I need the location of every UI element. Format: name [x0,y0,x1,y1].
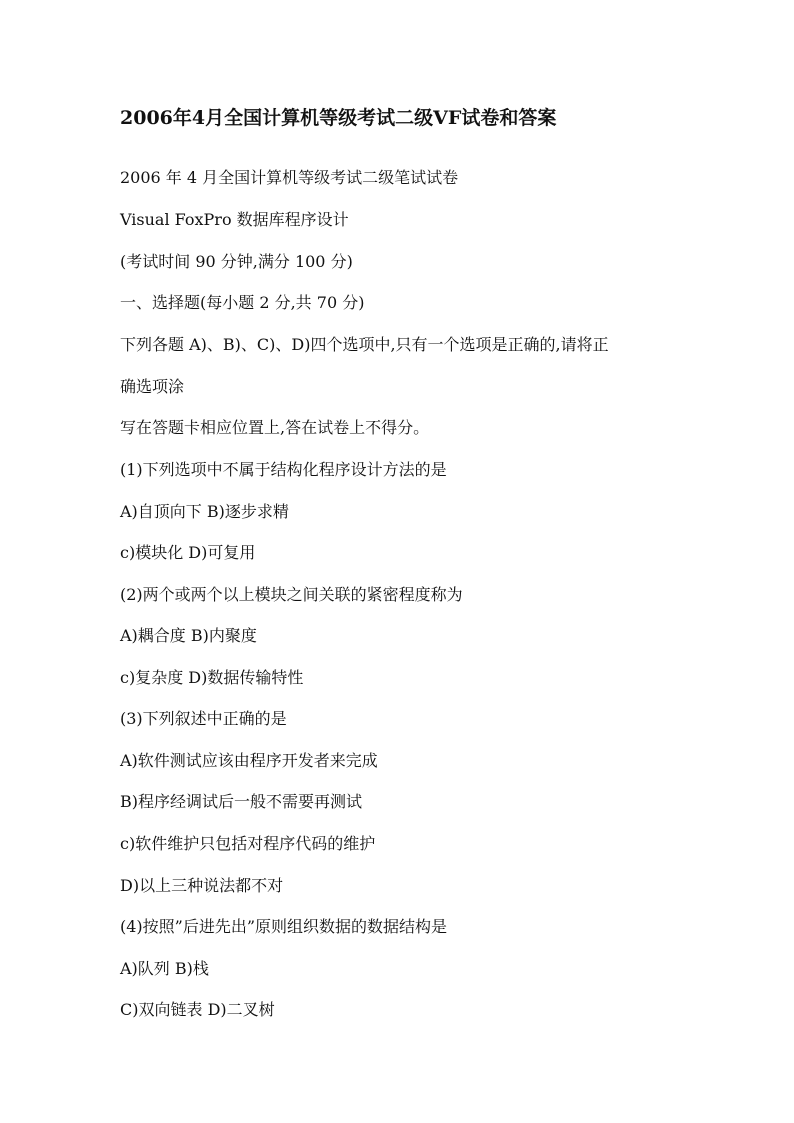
answer-options: c)复杂度 D)数据传输特性 [120,668,304,687]
section-heading: 一、选择题(每小题 2 分,共 70 分) [120,293,365,312]
answer-options: C)双向链表 D)二叉树 [120,1000,275,1019]
exam-heading: 2006 年 4 月全国计算机等级考试二级笔试试卷 [120,168,459,187]
answer-options: A)队列 B)栈 [120,959,209,978]
instruction-line: 写在答题卡相应位置上,答在试卷上不得分。 [120,418,430,437]
exam-time-note: (考试时间 90 分钟,满分 100 分) [120,252,353,271]
answer-option: B)程序经调试后一般不需要再测试 [120,792,363,811]
question-text: (3)下列叙述中正确的是 [120,709,287,728]
document-title: 2006年4月全国计算机等级考试二级VF试卷和答案 [120,107,557,129]
answer-options: A)自顶向下 B)逐步求精 [120,502,289,521]
exam-subject: Visual FoxPro 数据库程序设计 [120,210,349,229]
instruction-line: 确选项涂 [120,377,185,396]
answer-options: c)模块化 D)可复用 [120,543,256,562]
answer-option: D)以上三种说法都不对 [120,876,284,895]
question-text: (2)两个或两个以上模块之间关联的紧密程度称为 [120,585,463,604]
question-text: (4)按照”后进先出”原则组织数据的数据结构是 [120,917,448,936]
answer-options: A)耦合度 B)内聚度 [120,626,257,645]
instruction-line: 下列各题 A)、B)、C)、D)四个选项中,只有一个选项是正确的,请将正 [120,335,609,354]
answer-option: A)软件测试应该由程序开发者来完成 [120,751,378,770]
answer-option: c)软件维护只包括对程序代码的维护 [120,834,376,853]
question-text: (1)下列选项中不属于结构化程序设计方法的是 [120,460,447,479]
